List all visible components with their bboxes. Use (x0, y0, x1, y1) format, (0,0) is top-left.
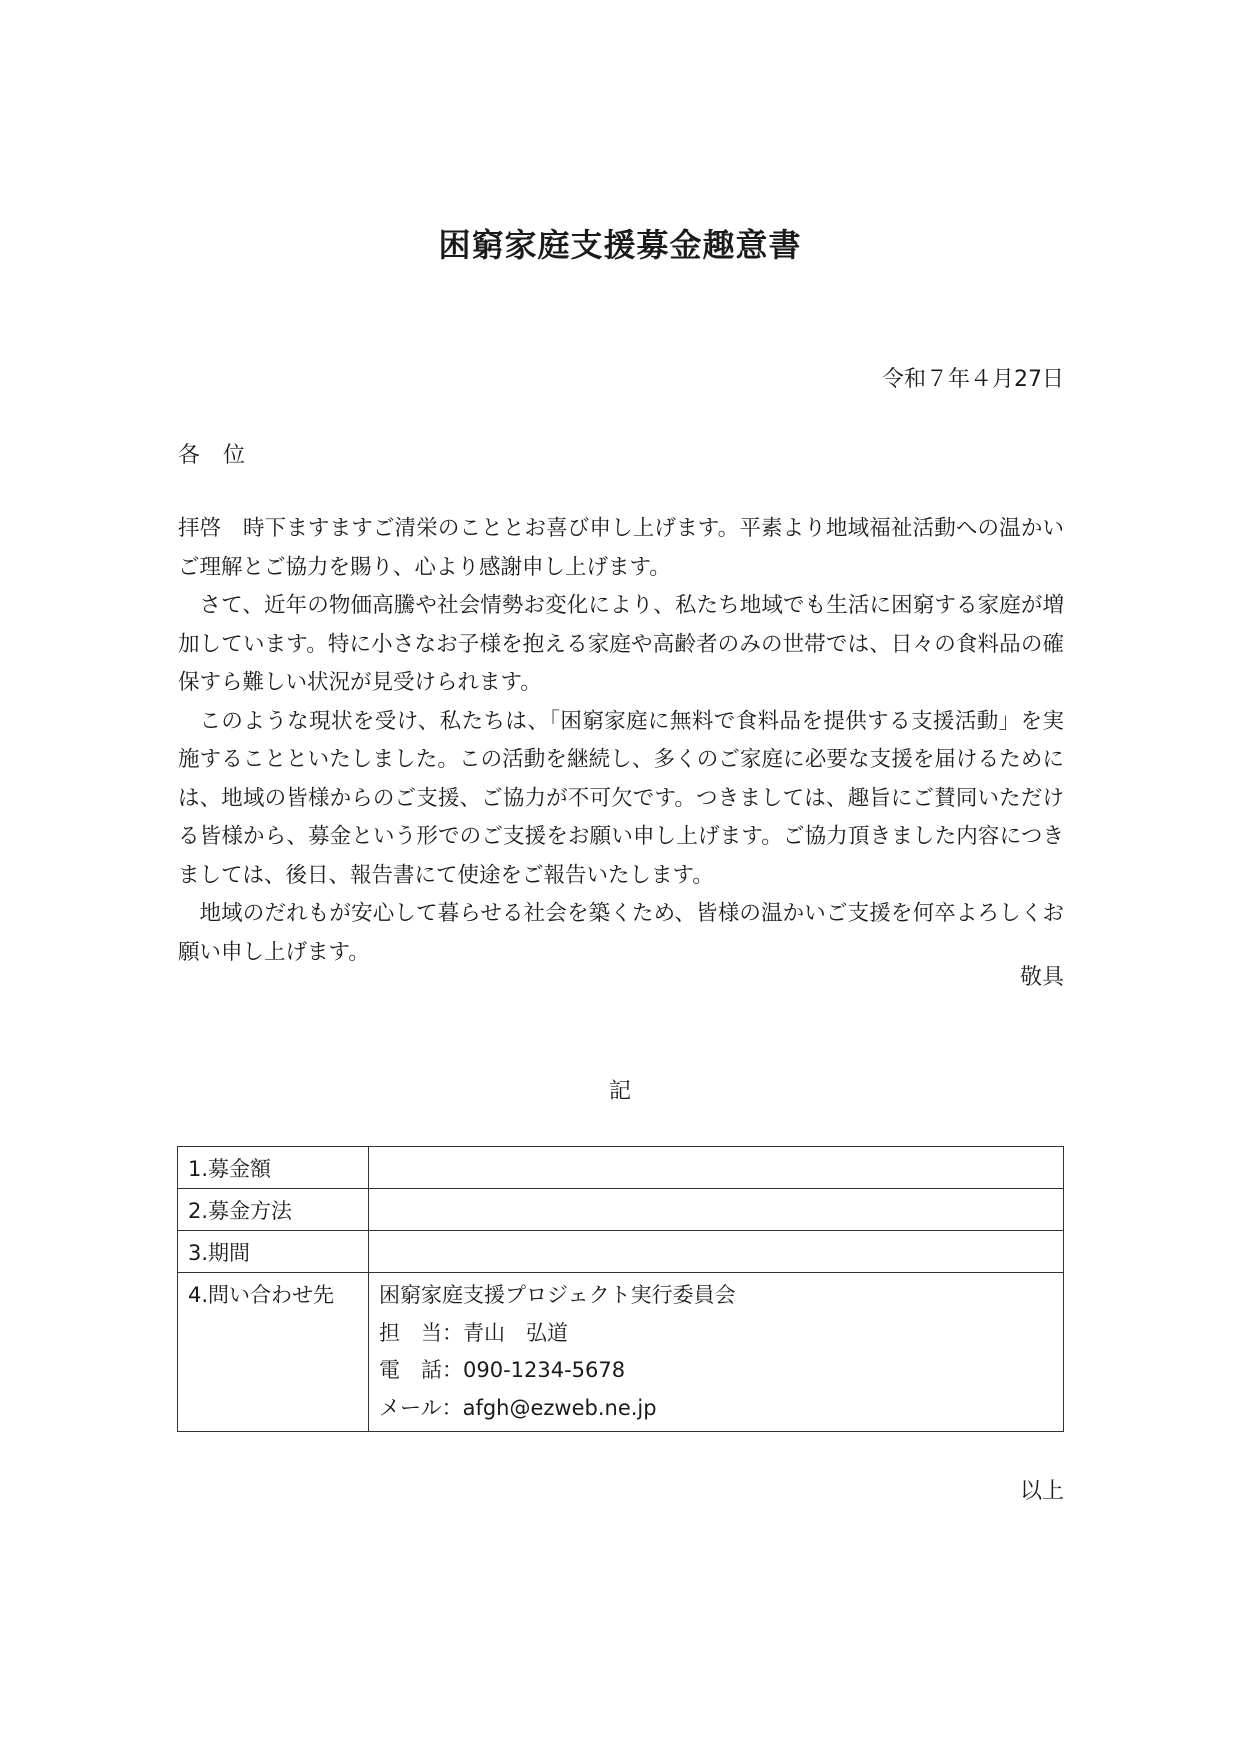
ki-heading: 記 (608, 1079, 631, 1104)
table-row (178, 1189, 1064, 1231)
row-label-method: 2.募金方法 (178, 1189, 369, 1231)
row-value-method (369, 1189, 1064, 1231)
contact-phone: 電 話：090-1234-5678 (379, 1358, 626, 1382)
document-date: 令和７年４月27日 (882, 367, 1064, 392)
paragraph-request: このような現状を受け、私たちは、「困窮家庭に無料で食料品を提供する支援活動」を実施することといたしました。この活動を継続し、多くのご家庭に必要な支援を届けるためには、地域の皆様からのご支援、ご協力が不可欠です。つきましては、趣旨にご賛同いただける皆様から、募金という形でのご支援をお願い申し上げます。ご協力頂きました内容につきましては、後日、報告書にて使途をご報告いたします。 (178, 708, 1064, 888)
contact-organization: 困窮家庭支援プロジェクト実行委員会 (379, 1283, 736, 1307)
row-label-period: 3.期間 (178, 1231, 369, 1273)
table-row (178, 1273, 1064, 1432)
paragraph-closing: 地域のだれもが安心して暮らせる社会を築くため、皆様の温かいご支援を何卒よろしくお願い申し上げます。 (178, 901, 1064, 965)
table-row (178, 1147, 1064, 1189)
contact-details (369, 1273, 1064, 1432)
row-value-period (369, 1231, 1064, 1273)
details-table (177, 1146, 1064, 1432)
addressee: 各 位 (178, 443, 246, 468)
row-value-amount (369, 1147, 1064, 1189)
document-title: 困窮家庭支援募金趣意書 (438, 226, 802, 264)
contact-email: メール：afgh@ezweb.ne.jp (379, 1395, 657, 1420)
row-label-amount: 1.募金額 (178, 1147, 369, 1189)
paragraph-background: さて、近年の物価高騰や社会情勢お変化により、私たち地域でも生活に困窮する家庭が増加しています。特に小さなお子様を抱える家庭や高齢者のみの世帯では、日々の食料品の確保すら難しい状況が見受けられます。 (178, 593, 1064, 695)
end-remark: 以上 (1019, 1479, 1064, 1504)
row-label-contact: 4.問い合わせ先 (178, 1273, 369, 1432)
contact-person: 担 当：青山 弘道 (379, 1320, 568, 1345)
paragraph-greeting: 拝啓 時下ますますご清栄のこととお喜び申し上げます。平素より地域福祉活動への温かいご理解とご協力を賜り、心より感謝申し上げます。 (178, 516, 1064, 580)
closing-remark: 敬具 (1019, 965, 1064, 990)
letter-body (178, 510, 1064, 972)
table-row (178, 1231, 1064, 1273)
